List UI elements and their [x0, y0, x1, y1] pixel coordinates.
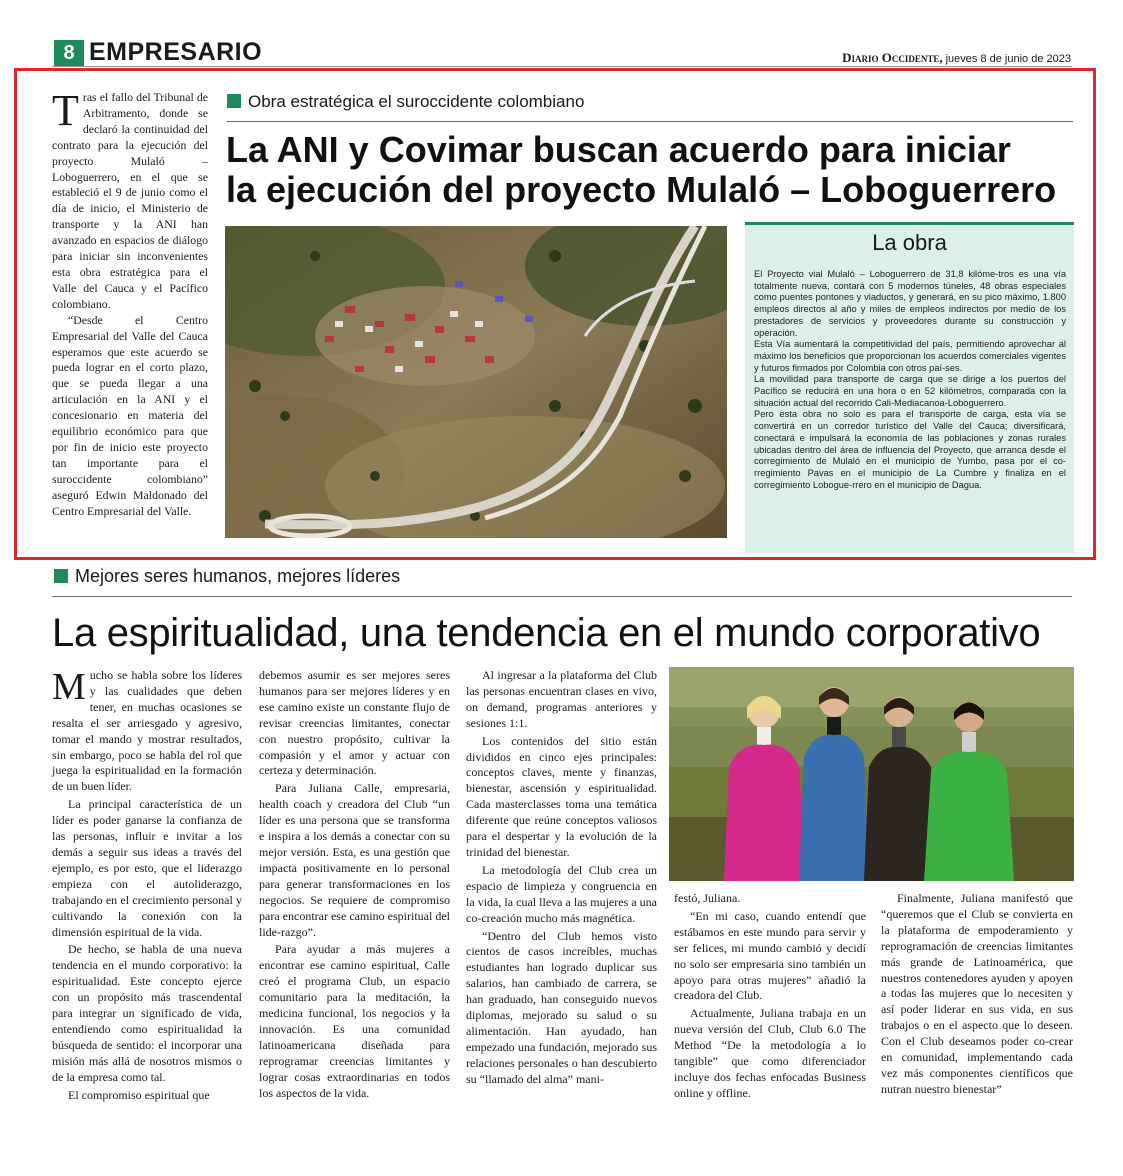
article2-column-3 [466, 668, 657, 1088]
page-number-box [54, 40, 84, 66]
article1-body [52, 86, 208, 519]
article2-paragraph: ucho se habla sobre los líderes y las cualidades que deben tener, en muchas ocasiones se resalta el ser arriesgado y agresivo, tomar el mando y mostrar resultados, sin embargo, poco se habla del rol que juega la espiritualidad en la formación de un buen líder. [52, 668, 242, 794]
article1-headline-line2: la ejecución del proyecto Mulaló – Loboguerrero [226, 169, 1057, 210]
article2-paragraph: Para ayudar a más mujeres a encontrar ese camino espiritual, Calle creó el programa Club, un espacio comunitario para la meditación, la medicina funcional, los negocios y la innovación. Es una comunidad latinoamericana diseñada para reprogramar creencias limitantes y lograr cosas extraordinarias en todos los aspectos de la vida. [259, 942, 450, 1100]
article2-paragraph: Los contenidos del sitio están divididos en cinco ejes principales: conceptos claves, mente y finanzas, bienestar, ascensión y espiritualidad. Cada masterclasses toma una temática diferente que reúne conceptos valiosos para el despertar y la evolución de la trinidad del bienestar. [466, 733, 657, 859]
article1-dropcap: T [52, 86, 79, 135]
article2-kicker [54, 566, 400, 587]
article2-paragraph: El compromiso espiritual que [68, 1087, 210, 1102]
issue-date: jueves 8 de junio de 2023 [945, 53, 1071, 65]
article2-paragraph: Para Juliana Calle, empresaria, health coach y creadora del Club “un líder es una persona que se transforma e inspira a los demás a conectar con su mejor versión. Esta, es una gestión que impacta positivamente en lo personal para generar transformaciones en los negocios. Se requiere de compromiso para encontrar ese camino espiritual del lide-razgo”. [259, 781, 450, 939]
article2-paragraph: La metodología del Club crea un espacio de limpieza y congruencia en la vida, la cual lleva a las mujeres a una co-creación mucho más magnética. [466, 862, 657, 925]
article2-column-2 [259, 668, 450, 1101]
header-rule [52, 66, 1072, 67]
sidebar-title: La obra [872, 230, 947, 255]
article1-kicker-text: Obra estratégica el suroccidente colombiano [248, 92, 585, 111]
article1-headline-line1: La ANI y Covimar buscan acuerdo para iniciar [226, 129, 1011, 170]
masthead [842, 50, 1071, 66]
article2-paragraph: De hecho, se habla de una nueva tendencia en el mundo corporativo: la espiritualidad. Este concepto ejerce con un propósito más trascendental para integrar un significado de vida, entendiendo como espiritualidad la búsqueda de sentido: el incorporar una misión más allá de nosotros mismos o de la empresa como tal. [52, 942, 242, 1084]
article1-headline [226, 130, 1086, 210]
article1-kicker [227, 92, 584, 112]
section-title: EMPRESARIO [89, 38, 263, 66]
article1-paragraph: “Desde el Centro Empresarial del Valle del Cauca esperamos que este acuerdo se pueda lograr en el corto plazo, que se pueda llegar a una articulación en la ANI y el concesionario en materia del equilibrio económico para que por fin de inicio este proyecto tan importante para el suroccidente colombiano” aseguró Edwin Maldonado del Centro Empresarial del Valle. [52, 312, 208, 518]
article2-photo [669, 667, 1074, 881]
article2-kicker-rule [52, 596, 1072, 597]
sidebar-paragraph: Esta Vía aumentará la competitividad del país, permitiendo aprovechar al máximo los beneficios que proporcionan los acuerdos comerciales vigentes y futuros firmados por Colombia con otros paí-ses. [754, 339, 1066, 373]
four-models-illustration [669, 667, 1074, 881]
sidebar-body [754, 269, 1066, 491]
sidebar-paragraph: La movilidad para transporte de carga que se dirige a los puertos del Pacífico se reducirá en una hora o en 52 kilómetros, comparada con la situación actual del recorrido Cali-Mediacanoa-Loboguerrero. [754, 374, 1066, 408]
article2-paragraph: Finalmente, Juliana manifestó que “queremos que el Club se convierta en la plataforma de empoderamiento y reprogramación de creencias limitantes más grande de Latinoamérica, que nuestros contenedores ayuden y apoyen a todas las mujeres que lo necesiten y así poder liderar en sus vida, en sus trabajos o en el aspecto que lo deseen. Con el Club deseamos poder co-crear en comunidad, implementando cada vez más componentes científicos que nutran nuestro bienestar” [881, 891, 1073, 1096]
article2-kicker-text: Mejores seres humanos, mejores líderes [75, 566, 401, 586]
article2-dropcap: M [52, 666, 86, 708]
article2-paragraph: “Dentro del Club hemos visto cientos de casos increíbles, muchas estudiantes han logrado duplicar sus salarios, han cambiado de carrera, se han graduado, han conseguido nuevos diplomas, mejorado su salud o su alimentación. Han ayudado, han empezado una fundación, mejorado sus relaciones personales o han descubierto su “llamado del alma” mani- [466, 928, 657, 1086]
article1-photo [225, 226, 727, 538]
article2-column-5 [881, 891, 1073, 1098]
article2-paragraph: “En mi caso, cuando entendí que estábamos en este mundo para servir y ser felices, mi mundo cambió y decidí no solo ser empresaria sino también un apoyo para otras mujeres” añadió la creadora del Club. [674, 908, 866, 1003]
terrain-model-illustration [225, 226, 727, 538]
kicker-square-icon [54, 569, 68, 583]
article2-paragraph: festó, Juliana. [674, 891, 741, 905]
newspaper-name: Diario Occidente, [842, 50, 943, 65]
article2-paragraph: Al ingresar a la plataforma del Club las personas encuentran clases en vivo, on demand, programas anteriores y sesiones 1:1. [466, 668, 657, 730]
article2-headline: La espiritualidad, una tendencia en el mundo corporativo [52, 611, 1041, 655]
article2-column-4 [674, 891, 866, 1102]
article2-paragraph: debemos asumir es ser mejores seres humanos para ser mejores líderes y en ese camino existe un constante flujo de revisar creencias limitantes, conectar con nuestro propósito, cultivar la compasión y el amor y actuar con certeza y determinación. [259, 668, 450, 778]
article1-paragraph: ras el fallo del Tribunal de Arbitramento, donde se declaró la continuidad del contrato para la ejecución del proyecto Mulaló – Loboguerrero, en el que se estableció el 9 de junio como el día de inicio, el Ministerio de transporte y la ANI han avanzado en espacios de diálogo para iniciar sin inconvenientes esta obra estratégica para el Valle del Cauca y el Pacífico colombiano. [52, 90, 208, 311]
page-number: 8 [63, 42, 75, 64]
sidebar-paragraph: El Proyecto vial Mulaló – Loboguerrero de 31,8 kilóme-tros es una vía totalmente nueva, contará con 5 modernos túneles, 48 obras especiales como puentes pontones y viaductos, y generará, en su pico máximo, 1.800 empleos directos al año y miles de empleos indirectos por medio de los prestadores de servicios y proveedores durante su construcción y operación. [754, 269, 1066, 338]
article1-kicker-rule [227, 121, 1073, 122]
sidebar-paragraph: Pero esta obra no solo es para el transporte de carga, esta vía se convertirá en un corredor turístico del Valle del Cauca; diversificará, conectará e impulsará la economía de las poblaciones y zonas rurales ubicadas dentro del área de influencia del Proyecto, que arranca desde el corregimiento de Mulaló en el municipio de Yumbo, pasa por el co-rregimiento Pavas en el municipio de La Cumbre y finaliza en el corregimiento Lobogue-rrero en el municipio de Dagua. [754, 409, 1066, 490]
kicker-square-icon [227, 94, 241, 108]
article1-sidebar [745, 222, 1074, 553]
article2-column-1 [52, 668, 242, 1103]
article2-paragraph: Actualmente, Juliana trabaja en un nueva versión del Club, Club 6.0 The Method “De la metodología a lo tangible” que como diferenciador incluye dos fechas enfocadas Business online y offline. [674, 1006, 866, 1100]
article2-paragraph: La principal característica de un líder es poder ganarse la confianza de las personas, influir e invitar a los demás a seguir sus ideas a través del ejemplo, es por esto, que el liderazgo empieza con el autoliderazgo, trabajando en el crecimiento personal y cultivando la conexión con la dimensión espiritual de la vida. [52, 797, 242, 939]
